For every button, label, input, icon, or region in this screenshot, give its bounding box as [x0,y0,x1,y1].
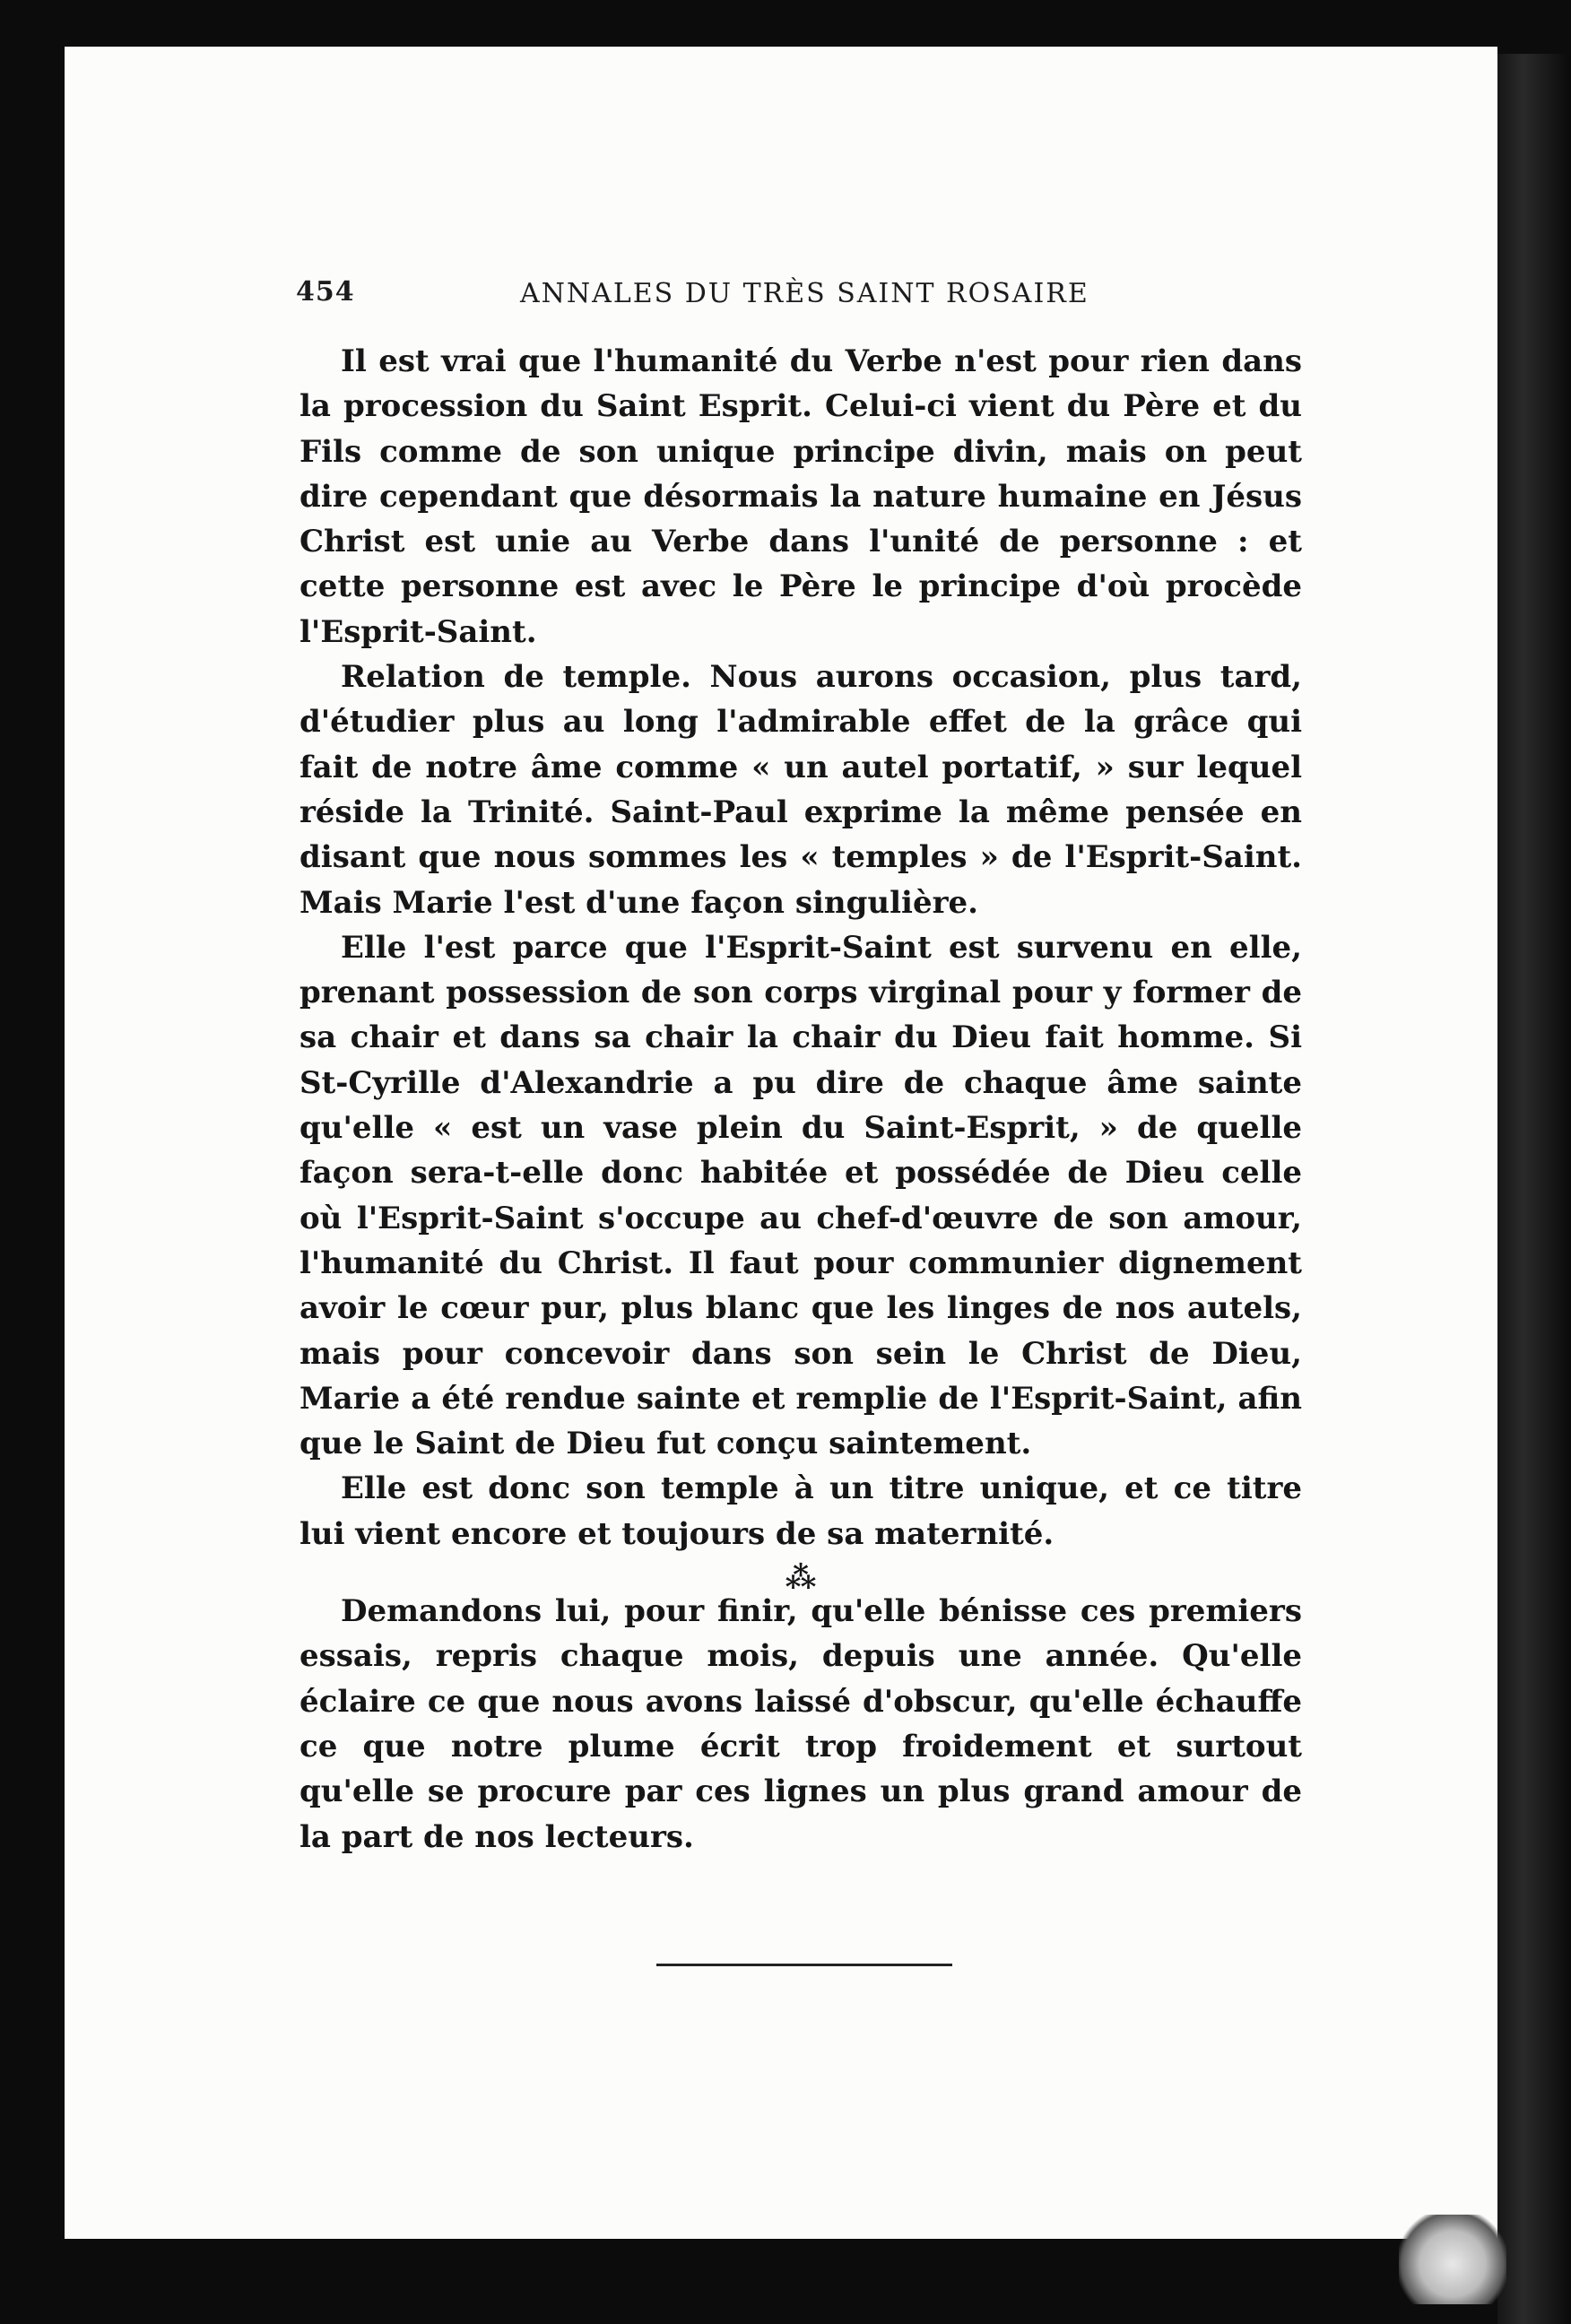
running-head [296,276,1336,312]
book-spine-edge [1497,54,1571,2324]
paragraph-closing-prayer: Demandons lui, pour finir, qu'elle bénisse ces premiers essais, repris chaque mois, depuis une année. Qu'elle éclaire ce que nous avons laissé d'obscur, qu'elle échauffe ce que notre plume écrit trop froidement et surtout qu'elle se procure par ces lignes un plus grand amour de la part de nos lecteurs. [299,1593,1302,1855]
paragraph-esprit-saint-survenu: Elle l'est parce que l'Esprit-Saint est survenu en elle, prenant possession de son corps virginal pour y former de sa chair et dans sa chair la chair du Dieu fait homme. Si St-Cyrille d'Alexandrie a pu dire de chaque âme sainte qu'elle « est un vase plein du Saint-Esprit, » de quelle façon sera-t-elle donc habitée et possédée de Dieu celle où l'Esprit-Saint s'occupe au chef-d'œuvre de son amour, l'humanité du Christ. Il faut pour communier dignement avoir le cœur pur, plus blanc que les linges de nos autels, mais pour concevoir dans son sein le Christ de Dieu, Marie a été rendue sainte et remplie de l'Esprit-Saint, afin que le Saint de Dieu fut conçu saintement. [299,929,1302,1462]
end-rule [656,1964,952,1966]
paragraph-relation-de-temple: Relation de temple. Nous aurons occasion, plus tard, d'étudier plus au long l'admirable effet de la grâce qui fait de notre âme comme « un autel portatif, » sur lequel réside la Trinité. Saint-Paul exprime la même pensée en disant que nous sommes les « temples » de l'Esprit-Saint. Mais Marie l'est d'une façon singulière. [299,659,1302,921]
asterism-separator: ⁂ [785,1560,817,1597]
body-text [299,339,1302,1860]
page-number: 454 [296,276,355,308]
running-title: ANNALES DU TRÈS SAINT ROSAIRE [520,278,1089,309]
corner-stain [1399,2215,1506,2304]
paragraph-humanite-du-verbe: Il est vrai que l'humanité du Verbe n'est pour rien dans la procession du Saint Esprit. Celui-ci vient du Père et du Fils comme de son unique principe divin, mais on peut dire cependant que désormais la nature humaine en Jésus Christ est unie au Verbe dans l'unité de personne : et cette personne est avec le Père le principe d'où procède l'Esprit-Saint. [299,343,1302,650]
paragraph-temple-unique: Elle est donc son temple à un titre unique, et ce titre lui vient encore et toujours de sa maternité. [299,1470,1302,1552]
